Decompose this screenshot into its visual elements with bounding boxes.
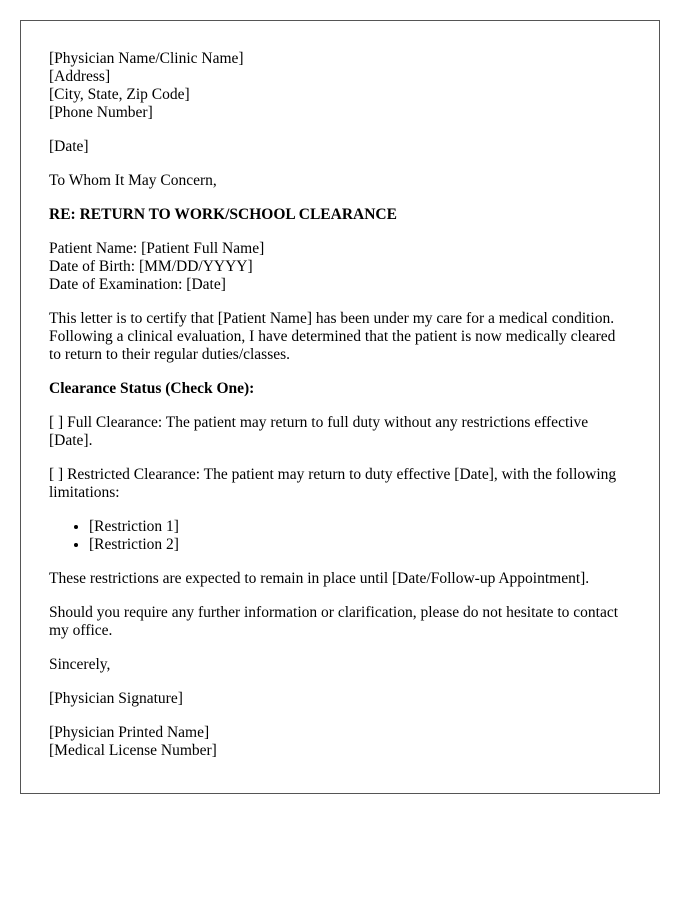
physician-header	[49, 50, 631, 122]
full-clearance-option: [ ] Full Clearance: The patient may return to full duty without any restrictions effective [Date].	[49, 414, 589, 449]
intro-paragraph: This letter is to certify that [Patient Name] has been under my care for a medical condition. Following a clinical evaluation, I have determined that the patient is now medically cleared to return to their regular duties/classes.	[49, 310, 616, 363]
patient-name-line: Patient Name: [Patient Full Name]	[49, 240, 265, 257]
subject-line: RE: RETURN TO WORK/SCHOOL CLEARANCE	[49, 206, 397, 223]
exam-date-line: Date of Examination: [Date]	[49, 276, 226, 293]
license-number-line: [Medical License Number]	[49, 742, 217, 759]
physician-credentials	[49, 724, 631, 760]
further-info-paragraph: Should you require any further information or clarification, please do not hesitate to contact my office.	[49, 604, 619, 639]
date-of-birth-line: Date of Birth: [MM/DD/YYYY]	[49, 258, 253, 275]
restrictions-note: These restrictions are expected to remain in place until [Date/Follow-up Appointment].	[49, 570, 590, 587]
restricted-clearance-option: [ ] Restricted Clearance: The patient may return to duty effective [Date], with the following limitations:	[49, 466, 617, 501]
closing: Sincerely,	[49, 656, 111, 673]
printed-name-line: [Physician Printed Name]	[49, 724, 210, 741]
phone-number-line: [Phone Number]	[49, 104, 153, 121]
letter-page	[20, 20, 660, 794]
clearance-status-heading: Clearance Status (Check One):	[49, 380, 255, 397]
city-state-zip-line: [City, State, Zip Code]	[49, 86, 190, 103]
restrictions-list	[49, 518, 631, 554]
patient-info	[49, 240, 631, 294]
list-item: • [Restriction 1]	[89, 518, 631, 536]
letter-date: [Date]	[49, 138, 89, 155]
salutation: To Whom It May Concern,	[49, 172, 217, 189]
physician-signature: [Physician Signature]	[49, 690, 183, 707]
list-item: • [Restriction 2]	[89, 536, 631, 554]
physician-clinic-name: [Physician Name/Clinic Name]	[49, 50, 244, 67]
address-line: [Address]	[49, 68, 111, 85]
